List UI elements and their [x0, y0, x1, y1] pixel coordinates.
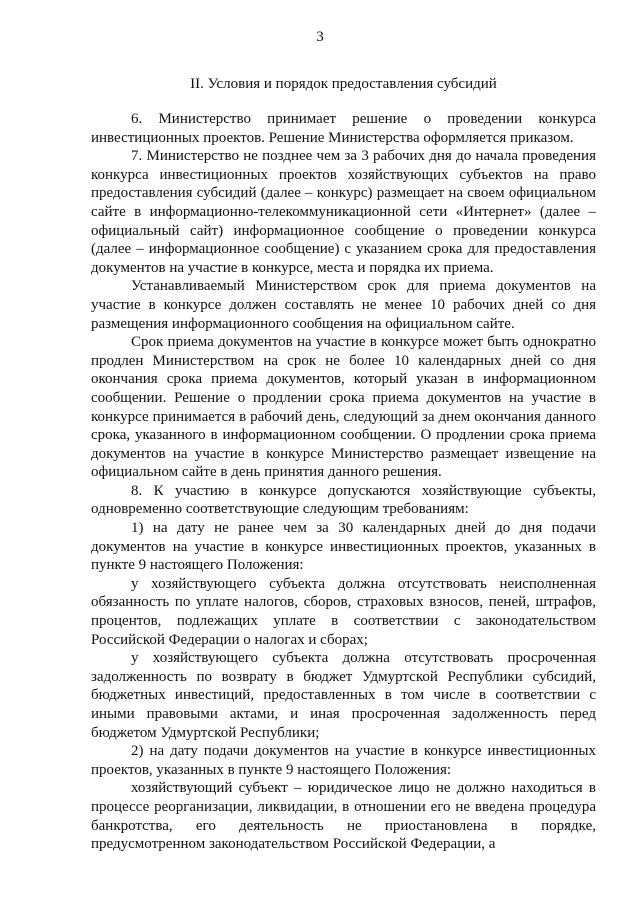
paragraph-deadline: Устанавливаемый Министерством срок для приема документов на участие в конкурсе должен составлять не менее 10 рабочих дней со дня размещения информационного сообщения на официальном сайте. [91, 278, 596, 332]
paragraph-8: 8. К участию в конкурсе допускаются хозяйствующие субъекты, одновременно соответствующие следующим требованиям: [91, 482, 596, 518]
body-text [91, 110, 596, 854]
paragraph-requirement-1: 1) на дату не ранее чем за 30 календарных дней до дня подачи документов на участие в конкурсе инвестиционных проектов, указанных в пункте 9 настоящего Положения: [91, 520, 596, 574]
paragraph-legal-entity: хозяйствующий субъект – юридическое лицо не должно находиться в процессе реорганизации, ликвидации, в отношении его не введена процедура банкротства, его деятельность не приостановлена в порядке, предусмотренном законодательством Российской Федерации, а [91, 780, 596, 853]
page-number: 3 [316, 29, 324, 45]
paragraph-debt: у хозяйствующего субъекта должна отсутствовать просроченная задолженность по возврату в бюджет Удмуртской Республики субсидий, бюджетных инвестиций, предоставленных в том числе в соответствии с иными правовыми актами, и иная просроченная задолженность перед бюджетом Удмуртской Республики; [91, 650, 596, 741]
paragraph-taxes: у хозяйствующего субъекта должна отсутствовать неисполненная обязанность по уплате налогов, сборов, страховых взносов, пеней, штрафов, процентов, подлежащих уплате в соответствии с законодательством Российской Федерации о налогах и сборах; [91, 575, 596, 648]
paragraph-6: 6. Министерство принимает решение о проведении конкурса инвестиционных проектов. Решение Министерства оформляется приказом. [91, 111, 596, 146]
paragraph-requirement-2: 2) на дату подачи документов на участие в конкурсе инвестиционных проектов, указанных в пункте 9 настоящего Положения: [91, 743, 596, 778]
paragraph-7: 7. Министерство не позднее чем за 3 рабочих дня до начала проведения конкурса инвестиционных проектов хозяйствующих субъектов на право предоставления субсидий (далее – конкурс) размещает на своем официальном сайте в информационно-телекоммуникационной сети «Интернет» (далее – официальный сайт) информационное сообщение о проведении конкурса (далее – информационное сообщение) с указанием срока для предоставления документов на участие в конкурсе, места и порядка их приема. [91, 148, 596, 276]
section-title: II. Условия и порядок предоставления субсидий [190, 76, 497, 92]
paragraph-extension: Срок приема документов на участие в конкурсе может быть однократно продлен Министерством на срок не более 10 календарных дней со дня окончания срока приема документов, который указан в информационном сообщении. Решение о продлении срока приема документов на участие в конкурсе принимается в рабочий день, следующий за днем окончания данного срока, указанного в информационном сообщении. О продлении срока приема документов на участие в конкурсе Министерство размещает извещение на официальном сайте в день принятия данного решения. [91, 334, 596, 481]
